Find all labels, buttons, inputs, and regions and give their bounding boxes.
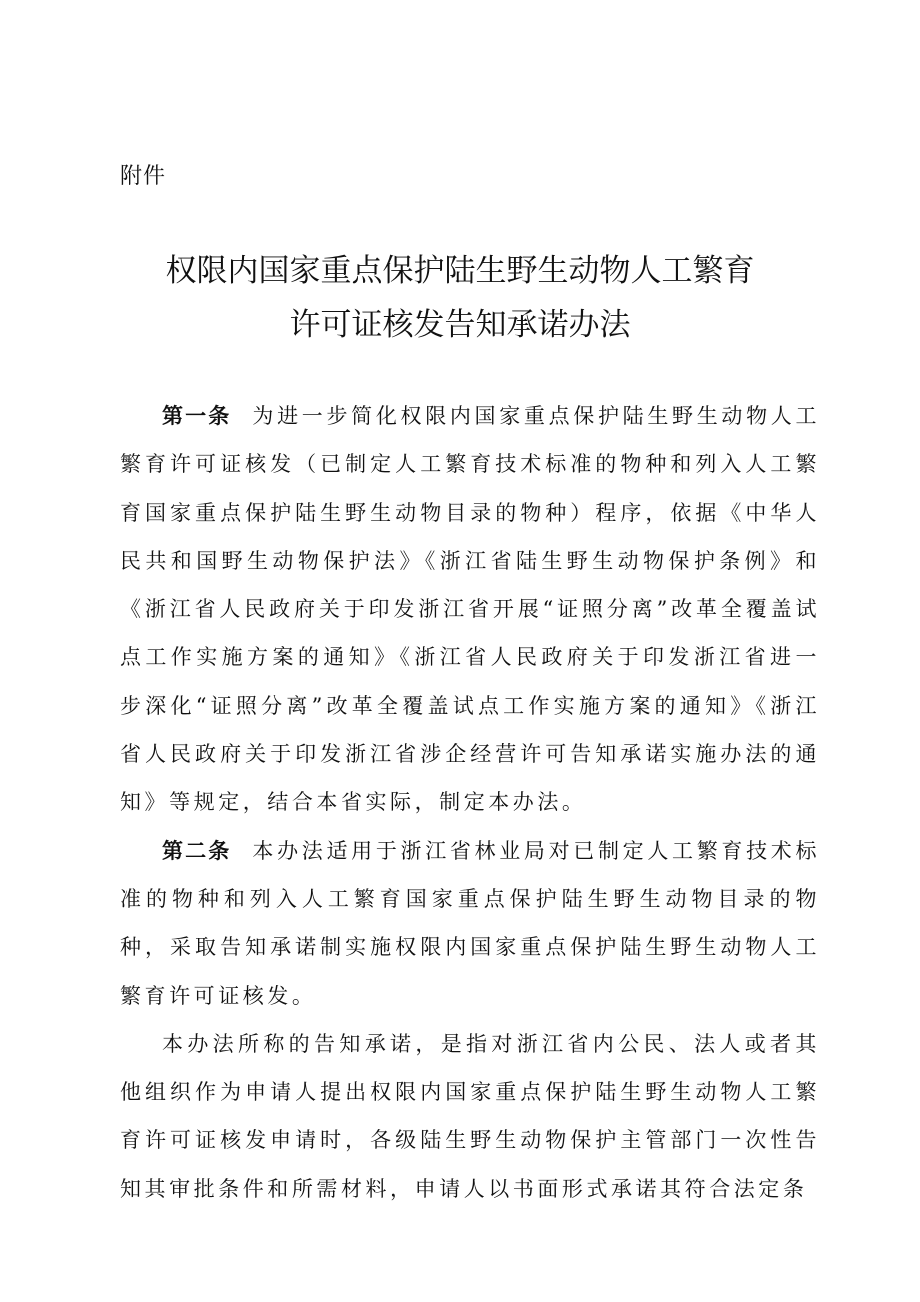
article-1-label: 第一条	[162, 404, 232, 428]
article-2-paragraph	[120, 827, 820, 1020]
article-2-text: 本办法适用于浙江省林业局对已制定人工繁育技术标准的物种和列入人工繁育国家重点保护陆生野生动物目录的物种，采取告知承诺制实施权限内国家重点保护陆生野生动物人工繁育许可证核发。	[120, 838, 820, 1008]
document-body	[120, 392, 820, 1213]
document-title-line-1: 权限内国家重点保护陆生野生动物人工繁育	[165, 253, 755, 289]
article-2-label: 第二条	[162, 838, 232, 863]
article-2-continuation-paragraph	[120, 1020, 820, 1213]
document-title-line-2: 许可证核发告知承诺办法	[289, 307, 631, 343]
attachment-label: 附件	[120, 164, 167, 189]
article-1-paragraph	[120, 392, 820, 827]
article-1-text: 为进一步简化权限内国家重点保护陆生野生动物人工繁育许可证核发（已制定人工繁育技术标准的物种和列入人工繁育国家重点保护陆生野生动物目录的物种）程序，依据《中华人民共和国野生动物保护法》《浙江省陆生野生动物保护条例》和《浙江省人民政府关于印发浙江省开展“证照分离”改革全覆盖试点工作实施方案的通知》《浙江省人民政府关于印发浙江省进一步深化“证照分离”改革全覆盖试点工作实施方案的通知》《浙江省人民政府关于印发浙江省涉企经营许可告知承诺实施办法的通知》等规定，结合本省实际，制定本办法。	[120, 404, 820, 815]
article-2-continuation-text: 本办法所称的告知承诺，是指对浙江省内公民、法人或者其他组织作为申请人提出权限内国家重点保护陆生野生动物人工繁育许可证核发申请时，各级陆生野生动物保护主管部门一次性告知其审批条件和所需材料，申请人以书面形式承诺其符合法定条	[120, 1031, 820, 1201]
